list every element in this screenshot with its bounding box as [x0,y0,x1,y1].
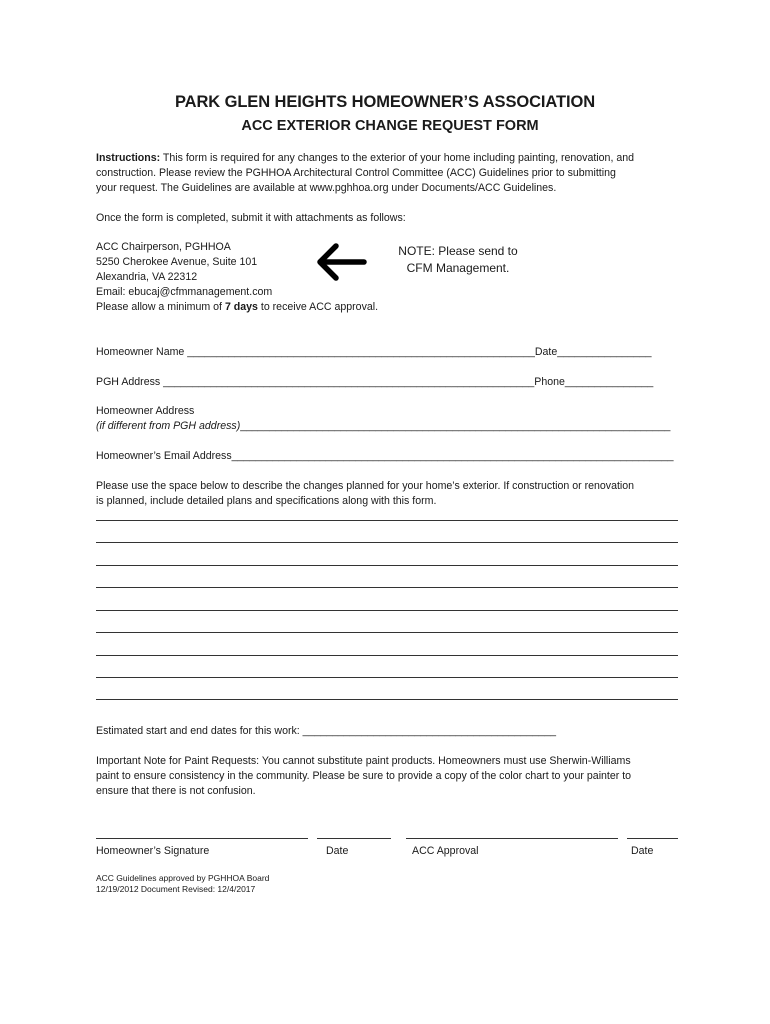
description-line[interactable] [96,520,678,521]
instructions-line-1: Instructions: This form is required for any changes to the exterior of your home including painting, renovation, and [96,152,635,164]
instructions-line-2: construction. Please review the PGHHOA Architectural Control Committee (ACC) Guidelines prior to submitting [96,167,616,179]
send-note: NOTE: Please send to CFM Management. [398,244,518,275]
instructions-line-3: your request. The Guidelines are available at www.pghhoa.org under Documents/ACC Guidelines. [96,182,557,194]
description-line[interactable] [96,565,678,566]
estimated-dates-field[interactable]: Estimated start and end dates for this work: ___________________________________________ [96,725,557,737]
approval-time: Please allow a minimum of 7 days to receive ACC approval. [96,301,379,313]
homeowner-address-field[interactable]: (if different from PGH address)_________________________________________________________________________ [96,420,671,432]
date-label: Date [326,845,349,857]
description-line-2: is planned, include detailed plans and specifications along with this form. [96,495,437,507]
description-line[interactable] [96,587,678,588]
paint-note-line-1: Important Note for Paint Requests: You cannot substitute paint products. Homeowners must use Sherwin-Williams [96,755,631,767]
description-line-1: Please use the space below to describe the changes planned for your home’s exterior. If construction or renovation [96,480,635,492]
homeowner-signature-label: Homeowner’s Signature [96,845,210,857]
description-line[interactable] [96,632,678,633]
instructions-label: Instructions: [96,152,161,164]
left-arrow-icon [316,243,368,286]
email-address-field[interactable]: Homeowner’s Email Address___________________________________________________________________________ [96,450,674,462]
homeowner-date-line[interactable] [317,838,391,839]
footer-line-1: ACC Guidelines approved by PGHHOA Board [96,873,270,883]
address-line-2: 5250 Cherokee Avenue, Suite 101 [96,256,258,268]
form-title: ACC EXTERIOR CHANGE REQUEST FORM [241,118,539,134]
acc-date-line[interactable] [627,838,678,839]
homeowner-signature-line[interactable] [96,838,308,839]
paint-note-line-2: paint to ensure consistency in the community. Please be sure to provide a copy of the color chart to your painter to [96,770,632,782]
acc-approval-label: ACC Approval [412,845,479,857]
description-line[interactable] [96,610,678,611]
paint-note-line-3: ensure that there is not confusion. [96,785,256,797]
date-label: Date [631,845,654,857]
acc-approval-line[interactable] [406,838,618,839]
description-line[interactable] [96,542,678,543]
address-line-1: ACC Chairperson, PGHHOA [96,241,231,253]
email-contact: Email: ebucaj@cfmmanagement.com [96,286,273,298]
address-line-3: Alexandria, VA 22312 [96,271,198,283]
org-title: PARK GLEN HEIGHTS HOMEOWNER’S ASSOCIATION [174,93,596,111]
description-line[interactable] [96,655,678,656]
footer-line-2: 12/19/2012 Document Revised: 12/4/2017 [96,884,256,894]
homeowner-name-field[interactable]: Homeowner Name ___________________________________________________________Date________________ [96,346,652,358]
pgh-address-field[interactable]: PGH Address _______________________________________________________________Phone_______________ [96,376,654,388]
submit-intro: Once the form is completed, submit it with attachments as follows: [96,212,406,224]
description-line[interactable] [96,699,678,700]
homeowner-address-label: Homeowner Address [96,405,195,417]
description-line[interactable] [96,677,678,678]
